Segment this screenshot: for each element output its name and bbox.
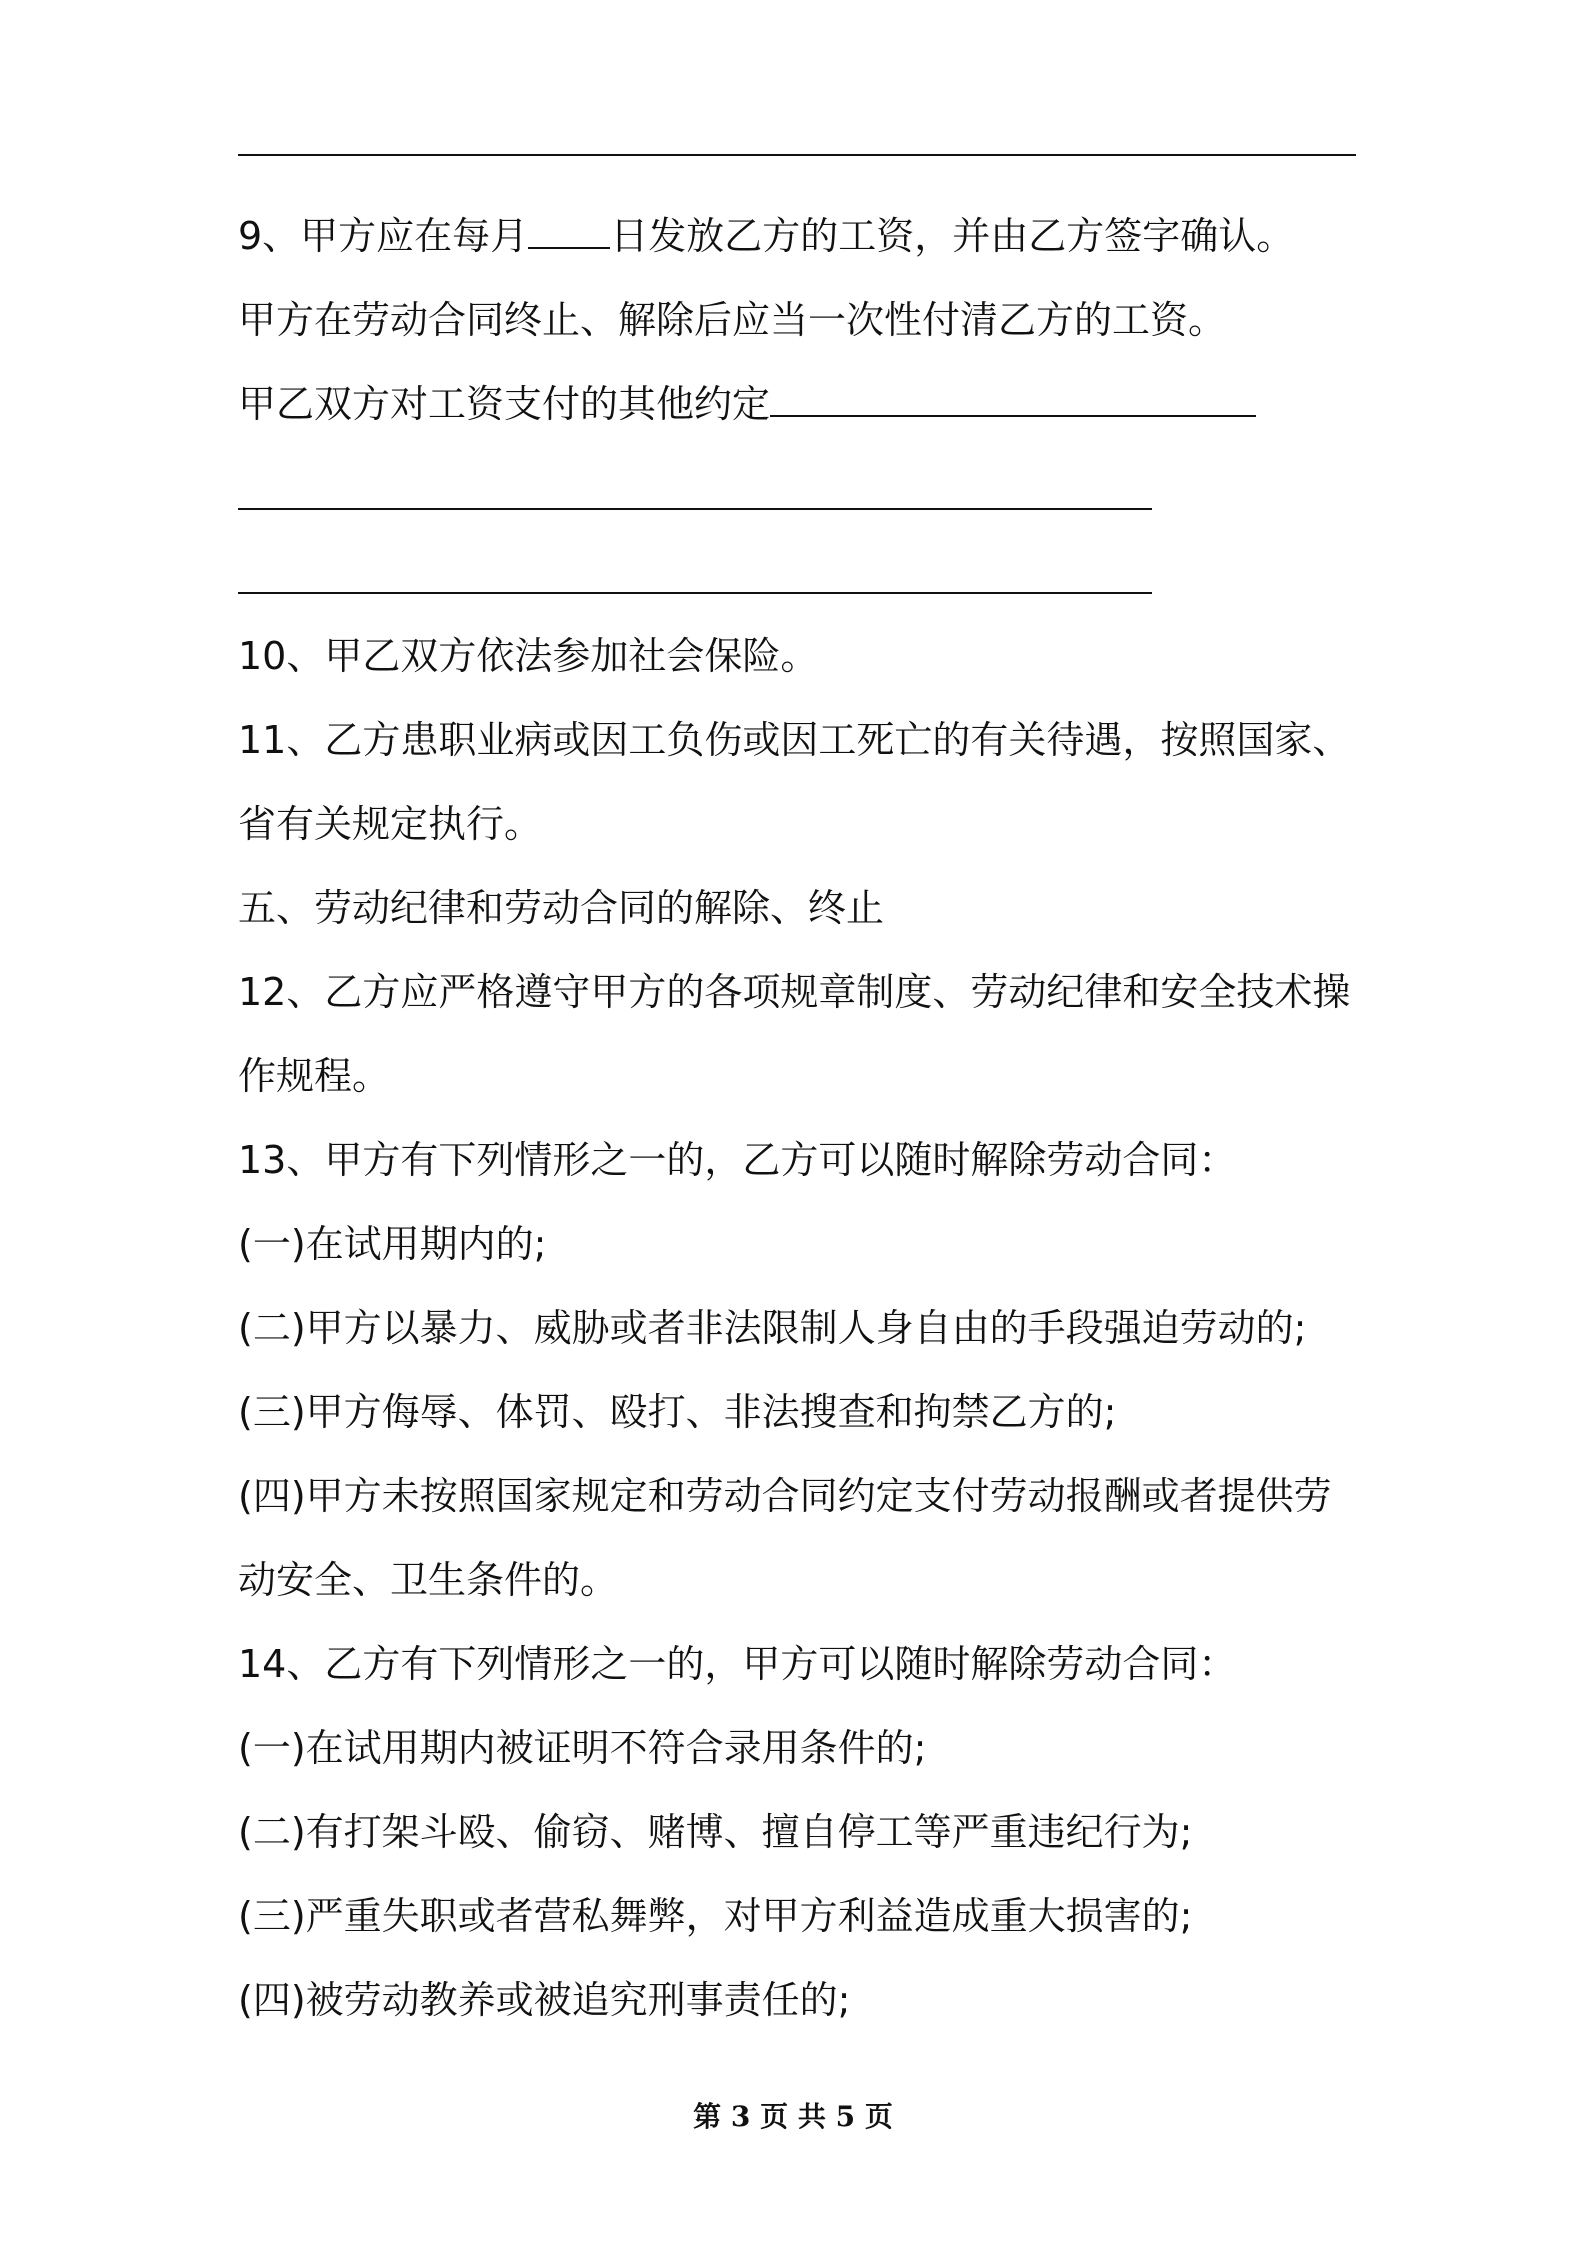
clause-9-other-agreement-line (238, 382, 1256, 426)
clause-13-item-3: (三)甲方侮辱、体罚、殴打、非法搜查和拘禁乙方的; (238, 1390, 1117, 1434)
other-agreement-fill-line-1[interactable] (238, 508, 1152, 510)
clause-13-item-1: (一)在试用期内的; (238, 1222, 547, 1266)
clause-9-text-after: 日发放乙方的工资，并由乙方签字确认。 (610, 214, 1295, 258)
pay-day-blank[interactable] (528, 217, 610, 249)
other-agreement-blank[interactable] (770, 385, 1256, 417)
clause-9-text: 9、甲方应在每月 (238, 214, 529, 258)
clause-12-line-2: 作规程。 (238, 1054, 391, 1098)
clause-9-final-payment: 甲方在劳动合同终止、解除后应当一次性付清乙方的工资。 (238, 298, 1227, 342)
clause-13-item-4-line-1: (四)甲方未按照国家规定和劳动合同约定支付劳动报酬或者提供劳 (238, 1474, 1332, 1518)
clause-11-line-2: 省有关规定执行。 (238, 802, 543, 846)
clause-13: 13、甲方有下列情形之一的，乙方可以随时解除劳动合同： (238, 1138, 1237, 1182)
clause-11-line-1: 11、乙方患职业病或因工负伤或因工死亡的有关待遇，按照国家、 (238, 718, 1351, 762)
header-rule (238, 154, 1356, 156)
clause-14-item-4: (四)被劳动教养或被追究刑事责任的; (238, 1978, 851, 2022)
clause-14-item-2: (二)有打架斗殴、偷窃、赌博、擅自停工等严重违纪行为; (238, 1810, 1193, 1854)
clause-12-line-1: 12、乙方应严格遵守甲方的各项规章制度、劳动纪律和安全技术操 (238, 970, 1351, 1014)
clause-14: 14、乙方有下列情形之一的，甲方可以随时解除劳动合同： (238, 1642, 1237, 1686)
clause-9-line (238, 214, 1294, 258)
other-agreement-fill-line-2[interactable] (238, 592, 1152, 594)
section-5-heading: 五、劳动纪律和劳动合同的解除、终止 (238, 886, 885, 930)
clause-9-other-agreement-text: 甲乙双方对工资支付的其他约定 (238, 382, 771, 426)
clause-14-item-3: (三)严重失职或者营私舞弊，对甲方利益造成重大损害的; (238, 1894, 1193, 1938)
clause-14-item-1: (一)在试用期内被证明不符合录用条件的; (238, 1726, 927, 1770)
page-number-footer: 第 3 页 共 5 页 (693, 2100, 893, 2133)
clause-13-item-2: (二)甲方以暴力、威胁或者非法限制人身自由的手段强迫劳动的; (238, 1306, 1307, 1350)
clause-10: 10、甲乙双方依法参加社会保险。 (238, 634, 819, 678)
clause-13-item-4-line-2: 动安全、卫生条件的。 (238, 1558, 619, 1602)
